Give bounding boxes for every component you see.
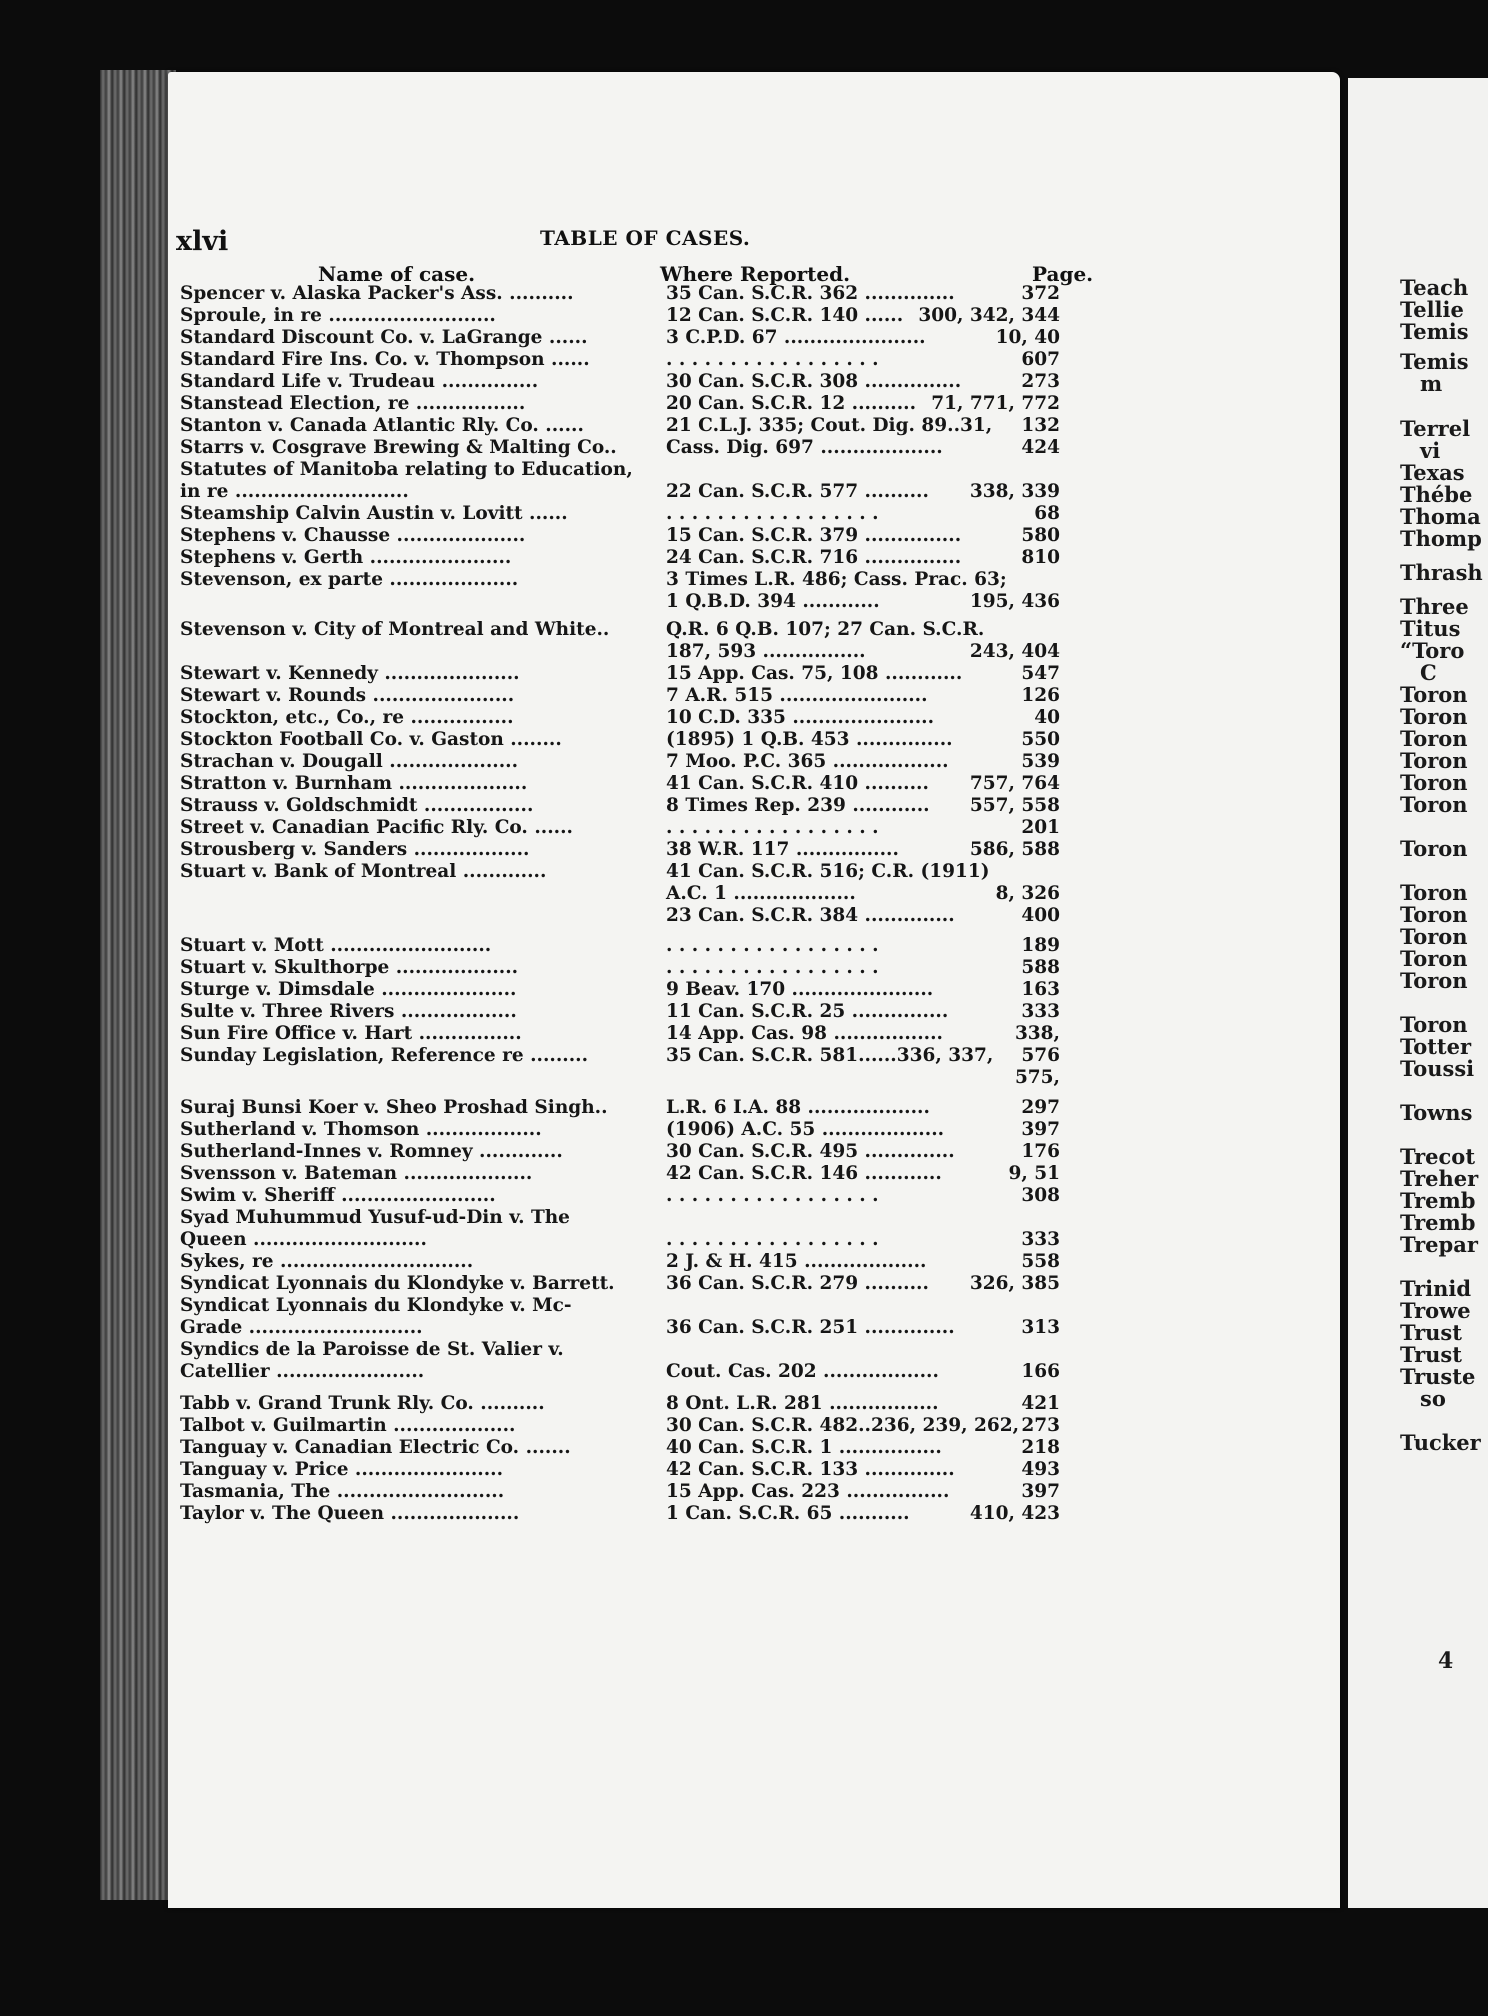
facing-page-line: Treher (1400, 1166, 1479, 1191)
case-reference: (1895) 1 Q.B. 453 ............... (666, 729, 953, 750)
case-row (180, 1067, 1060, 1088)
case-row (180, 415, 1060, 436)
facing-page-line: Toron (1400, 946, 1468, 971)
case-reference: . . . . . . . . . . . . . . . . . (666, 1229, 879, 1250)
case-row (180, 751, 1060, 772)
case-reference: 15 App. Cas. 223 ................ (666, 1481, 950, 1502)
facing-page-line: Trust (1400, 1342, 1462, 1367)
case-page: 201 (1021, 817, 1060, 838)
page-number: xlvi (176, 226, 229, 257)
case-row (180, 729, 1060, 750)
case-row (180, 773, 1060, 794)
case-reference: . . . . . . . . . . . . . . . . . (666, 935, 879, 956)
case-reference: 35 Can. S.C.R. 581......336, 337, (666, 1045, 994, 1066)
case-name: Sturge v. Dimsdale ..................... (180, 979, 517, 1000)
case-reference: 3 Times L.R. 486; Cass. Prac. 63; (666, 569, 1007, 590)
facing-page-fragment (1348, 78, 1488, 1908)
case-name: Sulte v. Three Rivers .................. (180, 1001, 517, 1022)
facing-page-line: Toron (1400, 726, 1468, 751)
case-page: 218 (1021, 1437, 1060, 1458)
book-binding (100, 70, 176, 1900)
case-reference: 11 Can. S.C.R. 25 ............... (666, 1001, 949, 1022)
case-reference: . . . . . . . . . . . . . . . . . (666, 349, 879, 370)
case-row (180, 591, 1060, 612)
case-page: 810 (1021, 547, 1060, 568)
case-name: Stuart v. Skulthorpe ................... (180, 957, 519, 978)
case-row (180, 707, 1060, 728)
case-row (180, 1023, 1060, 1044)
case-row (180, 1317, 1060, 1338)
case-row (180, 349, 1060, 370)
case-name: Stockton Football Co. v. Gaston ........ (180, 729, 562, 750)
case-page: 71, 771, 772 (931, 393, 1060, 414)
facing-page-line: Toron (1400, 880, 1468, 905)
case-row (180, 327, 1060, 348)
case-reference: 15 App. Cas. 75, 108 ............ (666, 663, 963, 684)
case-row (180, 619, 1060, 640)
case-reference: 38 W.R. 117 ................ (666, 839, 899, 860)
case-reference: 30 Can. S.C.R. 495 .............. (666, 1141, 955, 1162)
case-row (180, 1437, 1060, 1458)
case-name: Stephens v. Chausse .................... (180, 525, 526, 546)
case-reference: 15 Can. S.C.R. 379 ............... (666, 525, 962, 546)
case-name: Strachan v. Dougall .................... (180, 751, 519, 772)
facing-page-line: Tucker (1400, 1430, 1481, 1455)
case-name: Statutes of Manitoba relating to Education, (180, 459, 633, 480)
facing-page-line: Thébe (1400, 482, 1473, 507)
case-row (180, 935, 1060, 956)
facing-page-line: Toron (1400, 836, 1468, 861)
case-name: Sunday Legislation, Reference re ......... (180, 1045, 589, 1066)
case-reference: 35 Can. S.C.R. 362 .............. (666, 283, 955, 304)
facing-page-number: 4 (1438, 1648, 1454, 1674)
case-name: Syndics de la Paroisse de St. Valier v. (180, 1339, 564, 1360)
facing-page-line: Tremb (1400, 1210, 1476, 1235)
case-reference: 2 J. & H. 415 ................... (666, 1251, 927, 1272)
case-name: Strousberg v. Sanders .................. (180, 839, 530, 860)
case-reference: . . . . . . . . . . . . . . . . . (666, 503, 879, 524)
case-page: 176 (1021, 1141, 1060, 1162)
case-row (180, 305, 1060, 326)
case-row (180, 481, 1060, 502)
case-page: 576 (1021, 1045, 1060, 1066)
case-reference: 40 Can. S.C.R. 1 ................ (666, 1437, 942, 1458)
case-page: 189 (1021, 935, 1060, 956)
facing-page-line: Toron (1400, 792, 1468, 817)
facing-page-line: Tremb (1400, 1188, 1476, 1213)
case-row (180, 685, 1060, 706)
case-reference: 42 Can. S.C.R. 133 .............. (666, 1459, 955, 1480)
facing-page-line: Temis (1400, 319, 1469, 344)
case-name: Syndicat Lyonnais du Klondyke v. Mc- (180, 1295, 572, 1316)
case-reference: 22 Can. S.C.R. 577 .......... (666, 481, 929, 502)
case-page: 300, 342, 344 (918, 305, 1060, 326)
case-page: 338, 339 (969, 481, 1060, 502)
case-page: 313 (1021, 1317, 1060, 1338)
case-row (180, 1481, 1060, 1502)
case-row (180, 1503, 1060, 1524)
facing-page-line: Trecot (1400, 1144, 1476, 1169)
case-reference: 24 Can. S.C.R. 716 ............... (666, 547, 962, 568)
case-reference: 42 Can. S.C.R. 146 ............ (666, 1163, 942, 1184)
facing-page-line: Titus (1400, 616, 1461, 641)
case-reference: 30 Can. S.C.R. 482..236, 239, 262, (666, 1415, 1020, 1436)
case-name: Talbot v. Guilmartin ................... (180, 1415, 516, 1436)
case-row (180, 525, 1060, 546)
case-row (180, 283, 1060, 304)
facing-page-line: Toron (1400, 704, 1468, 729)
case-page: 166 (1021, 1361, 1060, 1382)
facing-page-line: Temis (1400, 349, 1469, 374)
case-row (180, 1045, 1060, 1066)
case-page: 400 (1021, 905, 1060, 926)
facing-page-line: Trinid (1400, 1276, 1472, 1301)
case-row (180, 641, 1060, 662)
facing-page-line: Trepar (1400, 1232, 1478, 1257)
case-name: Tabb v. Grand Trunk Rly. Co. .......... (180, 1393, 545, 1414)
case-name: Grade ........................... (180, 1317, 423, 1338)
case-row (180, 1295, 1060, 1316)
case-name: Sun Fire Office v. Hart ................ (180, 1023, 522, 1044)
facing-page-line: Three (1400, 594, 1469, 619)
facing-page-line: Toron (1400, 1012, 1468, 1037)
case-reference: 30 Can. S.C.R. 308 ............... (666, 371, 962, 392)
case-reference: 7 A.R. 515 ....................... (666, 685, 928, 706)
case-reference: 21 C.L.J. 335; Cout. Dig. 89..31, (666, 415, 993, 436)
facing-page-line: Truste (1400, 1364, 1476, 1389)
case-name: Stockton, etc., Co., re ................ (180, 707, 514, 728)
case-reference: 10 C.D. 335 ...................... (666, 707, 935, 728)
case-row (180, 663, 1060, 684)
case-name: in re ........................... (180, 481, 409, 502)
case-row (180, 393, 1060, 414)
case-reference: . . . . . . . . . . . . . . . . . (666, 957, 879, 978)
case-page: 557, 558 (969, 795, 1060, 816)
case-name: Stewart v. Rounds ...................... (180, 685, 515, 706)
case-reference: 36 Can. S.C.R. 251 .............. (666, 1317, 955, 1338)
case-page: 397 (1021, 1481, 1060, 1502)
case-row (180, 1207, 1060, 1228)
facing-page-line: m (1420, 371, 1443, 396)
facing-page-line: Terrel (1400, 416, 1471, 441)
case-page: 163 (1021, 979, 1060, 1000)
case-row (180, 1229, 1060, 1250)
case-row (180, 839, 1060, 860)
case-page: 547 (1021, 663, 1060, 684)
case-reference: . . . . . . . . . . . . . . . . . (666, 817, 879, 838)
case-page: 607 (1021, 349, 1060, 370)
case-row (180, 795, 1060, 816)
case-row (180, 905, 1060, 926)
case-reference: 36 Can. S.C.R. 279 .......... (666, 1273, 929, 1294)
case-reference: 41 Can. S.C.R. 410 .......... (666, 773, 929, 794)
case-reference: 14 App. Cas. 98 ................. (666, 1023, 943, 1044)
case-name: Sykes, re .............................. (180, 1251, 474, 1272)
case-reference: L.R. 6 I.A. 88 ................... (666, 1097, 930, 1118)
case-row (180, 547, 1060, 568)
case-name: Stevenson, ex parte .................... (180, 569, 519, 590)
case-page: 333 (1021, 1001, 1060, 1022)
case-reference: 41 Can. S.C.R. 516; C.R. (1911) (666, 861, 990, 882)
facing-page-line: Texas (1400, 460, 1465, 485)
case-page: 493 (1021, 1459, 1060, 1480)
case-name: Standard Fire Ins. Co. v. Thompson ...... (180, 349, 590, 370)
case-page: 575, (1014, 1067, 1060, 1088)
case-reference: 7 Moo. P.C. 365 .................. (666, 751, 949, 772)
case-page: 10, 40 (995, 327, 1060, 348)
case-page: 338, (1014, 1023, 1060, 1044)
case-page: 68 (1034, 503, 1060, 524)
case-name: Tanguay v. Price ....................... (180, 1459, 504, 1480)
case-page: 757, 764 (969, 773, 1060, 794)
case-row (180, 1185, 1060, 1206)
case-row (180, 1361, 1060, 1382)
case-reference: 8 Ont. L.R. 281 ................. (666, 1393, 939, 1414)
case-name: Suraj Bunsi Koer v. Sheo Proshad Singh.. (180, 1097, 608, 1118)
case-reference: 3 C.P.D. 67 ...................... (666, 327, 926, 348)
facing-page-line: “Toro (1400, 638, 1465, 663)
case-row (180, 979, 1060, 1000)
case-name: Stevenson v. City of Montreal and White.. (180, 619, 610, 640)
case-page: 273 (1021, 371, 1060, 392)
case-reference: 1 Can. S.C.R. 65 ........... (666, 1503, 910, 1524)
facing-page-line: vi (1420, 438, 1441, 463)
case-page: 580 (1021, 525, 1060, 546)
case-row (180, 957, 1060, 978)
case-row (180, 371, 1060, 392)
case-page: 40 (1034, 707, 1060, 728)
case-row (180, 1273, 1060, 1294)
case-name: Standard Life v. Trudeau ............... (180, 371, 539, 392)
case-name: Steamship Calvin Austin v. Lovitt ...... (180, 503, 568, 524)
case-name: Stuart v. Mott ......................... (180, 935, 492, 956)
facing-page-line: Trust (1400, 1320, 1462, 1345)
facing-page-line: Teach (1400, 275, 1469, 300)
case-name: Stratton v. Burnham .................... (180, 773, 528, 794)
case-name: Swim v. Sheriff ........................ (180, 1185, 496, 1206)
case-reference: 12 Can. S.C.R. 140 ...... (666, 305, 904, 326)
column-header-page: Page. (1032, 262, 1094, 286)
case-name: Street v. Canadian Pacific Rly. Co. ...... (180, 817, 573, 838)
case-name: Svensson v. Bateman .................... (180, 1163, 533, 1184)
case-name: Syad Muhummud Yusuf-ud-Din v. The (180, 1207, 570, 1228)
facing-page-line: Totter (1400, 1034, 1472, 1059)
case-page: 326, 385 (969, 1273, 1060, 1294)
case-name: Tanguay v. Canadian Electric Co. ....... (180, 1437, 571, 1458)
case-name: Standard Discount Co. v. LaGrange ...... (180, 327, 588, 348)
facing-page-line: Toron (1400, 968, 1468, 993)
case-reference: 9 Beav. 170 ...................... (666, 979, 934, 1000)
case-page: 539 (1021, 751, 1060, 772)
case-page: 397 (1021, 1119, 1060, 1140)
case-row (180, 817, 1060, 838)
facing-page-line: Toron (1400, 770, 1468, 795)
facing-page-line: Trowe (1400, 1298, 1471, 1323)
case-reference: 1 Q.B.D. 394 ............ (666, 591, 880, 612)
case-name: Tasmania, The .......................... (180, 1481, 505, 1502)
case-page: 424 (1021, 437, 1060, 458)
case-page: 8, 326 (995, 883, 1060, 904)
case-name: Stuart v. Bank of Montreal ............. (180, 861, 547, 882)
case-page: 126 (1021, 685, 1060, 706)
case-name: Stephens v. Gerth ...................... (180, 547, 512, 568)
case-name: Sutherland v. Thomson .................. (180, 1119, 542, 1140)
case-page: 195, 436 (969, 591, 1060, 612)
case-reference: Cout. Cas. 202 .................. (666, 1361, 939, 1382)
facing-page-line: Tellie (1400, 297, 1464, 322)
case-name: Strauss v. Goldschmidt ................. (180, 795, 534, 816)
case-name: Taylor v. The Queen .................... (180, 1503, 520, 1524)
case-row (180, 1459, 1060, 1480)
facing-page-line: Thomp (1400, 526, 1482, 551)
case-page: 558 (1021, 1251, 1060, 1272)
facing-page-line: so (1420, 1386, 1446, 1411)
case-reference: 187, 593 ................ (666, 641, 866, 662)
case-row (180, 883, 1060, 904)
case-page: 308 (1021, 1185, 1060, 1206)
case-page: 586, 588 (969, 839, 1060, 860)
case-name: Syndicat Lyonnais du Klondyke v. Barrett. (180, 1273, 615, 1294)
case-page: 410, 423 (969, 1503, 1060, 1524)
case-page: 421 (1021, 1393, 1060, 1414)
case-reference: 20 Can. S.C.R. 12 .......... (666, 393, 917, 414)
column-header-name: Name of case. (318, 262, 476, 286)
case-reference: Cass. Dig. 697 ................... (666, 437, 943, 458)
case-name: Stanton v. Canada Atlantic Rly. Co. ...... (180, 415, 584, 436)
case-row (180, 1339, 1060, 1360)
case-reference: A.C. 1 ................... (666, 883, 856, 904)
case-name: Stewart v. Kennedy ..................... (180, 663, 520, 684)
case-page: 588 (1021, 957, 1060, 978)
case-name: Starrs v. Cosgrave Brewing & Malting Co.. (180, 437, 617, 458)
case-row (180, 1163, 1060, 1184)
case-page: 132 (1021, 415, 1060, 436)
case-reference: (1906) A.C. 55 ................... (666, 1119, 945, 1140)
facing-page-line: Thrash (1400, 560, 1483, 585)
case-page: 297 (1021, 1097, 1060, 1118)
case-name: Queen ........................... (180, 1229, 427, 1250)
case-name: Spencer v. Alaska Packer's Ass. .......... (180, 283, 574, 304)
case-row (180, 1097, 1060, 1118)
facing-page-line: C (1420, 660, 1437, 685)
case-reference: 23 Can. S.C.R. 384 .............. (666, 905, 955, 926)
case-row (180, 1393, 1060, 1414)
facing-page-line: Toussi (1400, 1056, 1475, 1081)
facing-page-line: Toron (1400, 682, 1468, 707)
facing-page-line: Toron (1400, 748, 1468, 773)
facing-page-line: Thoma (1400, 504, 1481, 529)
case-row (180, 437, 1060, 458)
case-reference: . . . . . . . . . . . . . . . . . (666, 1185, 879, 1206)
facing-page-line: Toron (1400, 902, 1468, 927)
case-page: 550 (1021, 729, 1060, 750)
case-name: Sutherland-Innes v. Romney ............. (180, 1141, 563, 1162)
case-row (180, 459, 1060, 480)
column-header-where: Where Reported. (660, 262, 851, 286)
case-row (180, 1415, 1060, 1436)
case-row (180, 1001, 1060, 1022)
case-row (180, 861, 1060, 882)
facing-page-line: Toron (1400, 924, 1468, 949)
case-reference: Q.R. 6 Q.B. 107; 27 Can. S.C.R. (666, 619, 985, 640)
case-page: 273 (1021, 1415, 1060, 1436)
facing-page-line: Towns (1400, 1100, 1473, 1125)
case-name: Catellier ....................... (180, 1361, 425, 1382)
case-page: 243, 404 (969, 641, 1060, 662)
case-row (180, 569, 1060, 590)
case-page: 333 (1021, 1229, 1060, 1250)
case-name: Sproule, in re .......................... (180, 305, 496, 326)
case-row (180, 1119, 1060, 1140)
case-page: 9, 51 (1008, 1163, 1060, 1184)
case-page: 372 (1021, 283, 1060, 304)
case-row (180, 1251, 1060, 1272)
case-name: Stanstead Election, re ................. (180, 393, 526, 414)
page-title: TABLE OF CASES. (540, 226, 751, 250)
case-row (180, 503, 1060, 524)
case-row (180, 1141, 1060, 1162)
case-reference: 8 Times Rep. 239 ............ (666, 795, 930, 816)
